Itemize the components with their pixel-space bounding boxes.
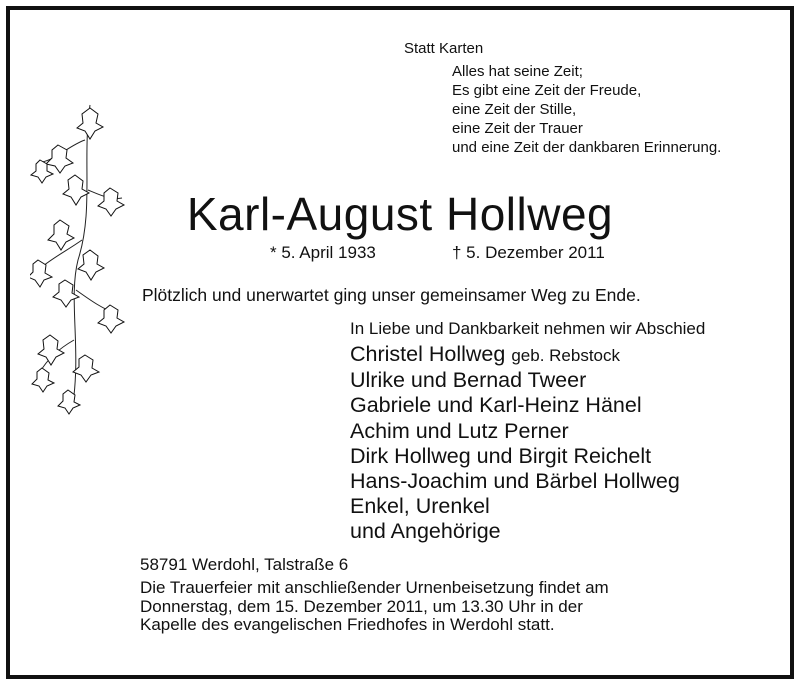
widow-maiden-name: geb. Rebstock: [511, 346, 621, 365]
lead-text: Plötzlich und unerwartet ging unser gemeinsamer Weg zu Ende.: [142, 285, 641, 305]
service-line: Donnerstag, dem 15. Dezember 2011, um 13.30 Uhr in der: [140, 596, 583, 616]
farewell-line: In Liebe und Dankbarkeit nehmen wir Abschied: [350, 319, 706, 338]
poem-line: Alles hat seine Zeit;: [452, 63, 583, 80]
death-date: † 5. Dezember 2011: [452, 243, 605, 262]
deceased-name: Karl-August Hollweg: [186, 188, 614, 240]
poem-line: eine Zeit der Stille,: [452, 101, 577, 118]
mourner-entry: Ulrike und Bernad Tweer: [350, 368, 587, 393]
service-line: Kapelle des evangelischen Friedhofes in Werdohl statt.: [140, 615, 555, 634]
mourner-widow: [350, 342, 680, 368]
intro-line: Statt Karten: [404, 40, 484, 57]
poem-line: und eine Zeit der dankbaren Erinnerung.: [452, 139, 722, 156]
mourners-list: [350, 342, 680, 545]
poem-line: eine Zeit der Trauer: [452, 120, 583, 137]
poem-line: Es gibt eine Zeit der Freude,: [452, 82, 642, 99]
birth-date: * 5. April 1933: [270, 243, 376, 262]
service-info: [140, 579, 609, 635]
mourner-entry: Gabriele und Karl-Heinz Hänel: [350, 393, 642, 418]
mourner-entry: und Angehörige: [350, 519, 501, 544]
service-line: Die Trauerfeier mit anschließender Urnenbeisetzung findet am: [140, 578, 609, 597]
mourner-entry: Achim und Lutz Perner: [350, 418, 569, 443]
mourner-entry: Hans-Joachim und Bärbel Hollweg: [350, 469, 680, 494]
mourner-entry: Dirk Hollweg und Birgit Reichelt: [350, 443, 652, 468]
widow-name: Christel Hollweg: [350, 342, 506, 366]
address: 58791 Werdohl, Talstraße 6: [140, 555, 349, 574]
poem: [452, 62, 721, 157]
ivy-vine-icon: [30, 100, 130, 415]
mourner-entry: Enkel, Urenkel: [350, 494, 490, 519]
